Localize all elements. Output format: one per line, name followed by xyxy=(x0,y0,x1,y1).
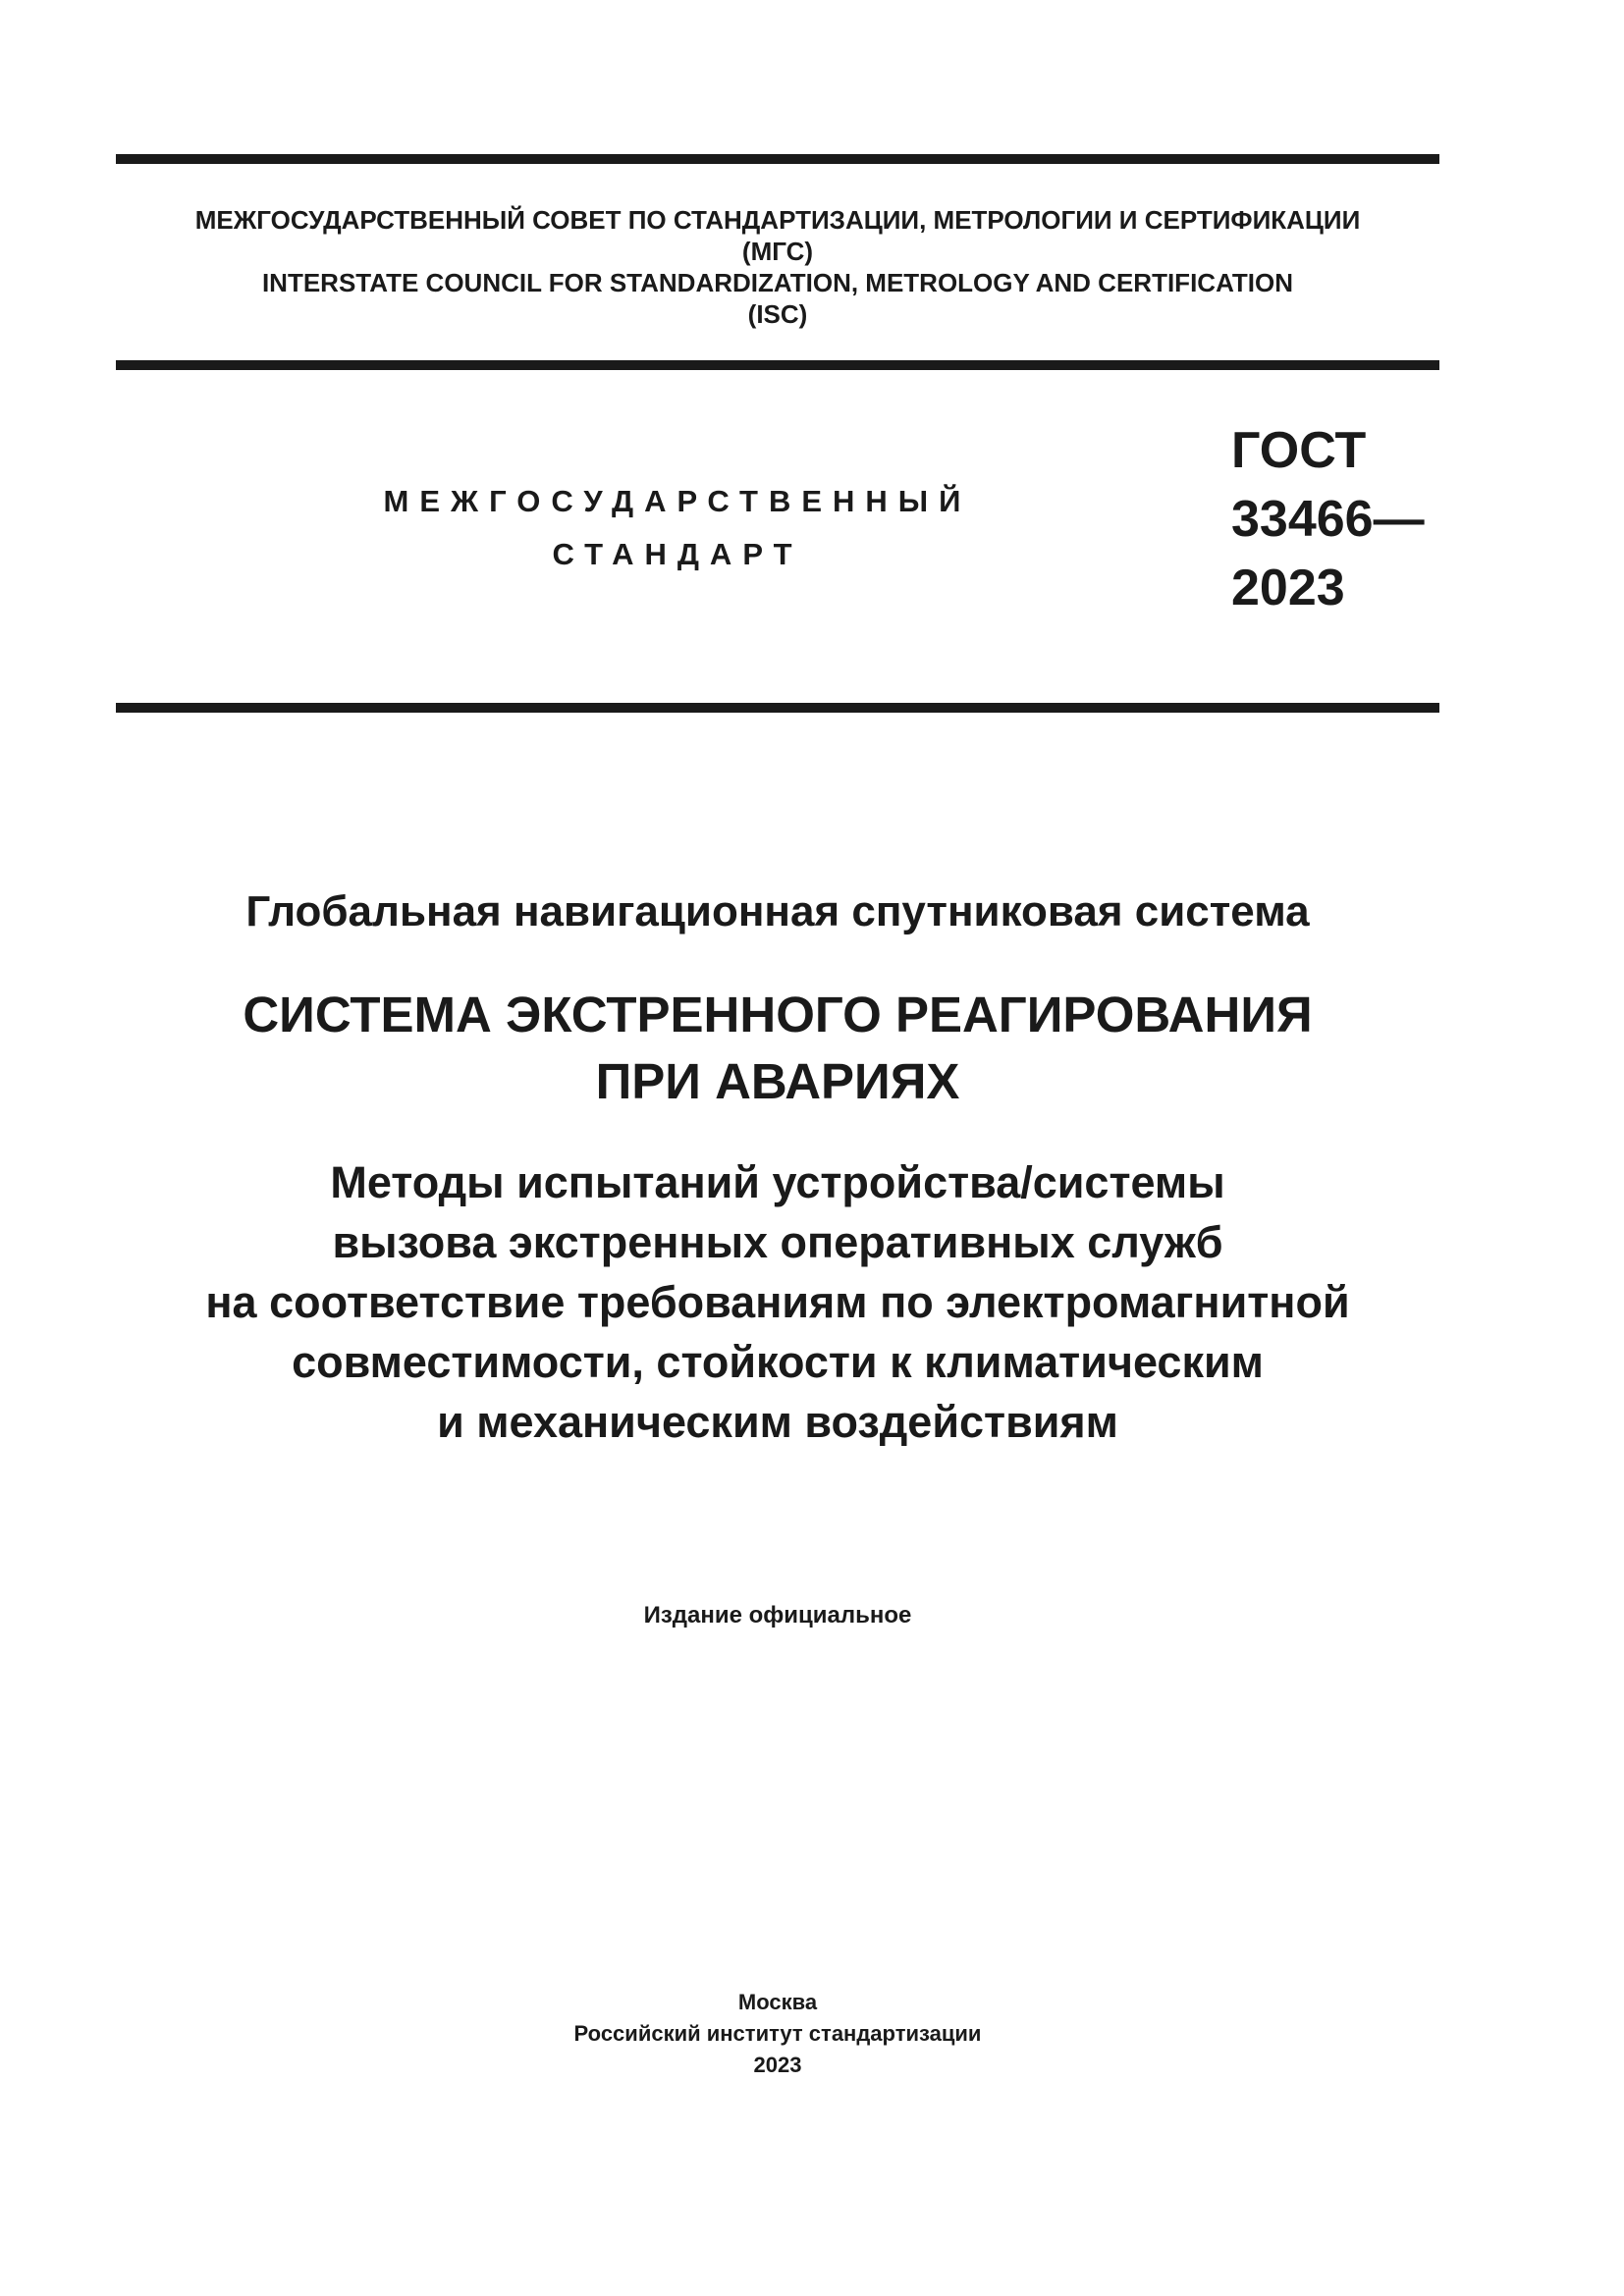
top-rule xyxy=(116,154,1439,164)
standard-type-line1: МЕЖГОСУДАРСТВЕННЫЙ xyxy=(383,484,972,518)
imprint-publisher: Российский институт стандартизации xyxy=(573,2021,982,2046)
council-abbr-ru: (МГС) xyxy=(741,237,814,266)
main-title-line: СИСТЕМА ЭКСТРЕННОГО РЕАГИРОВАНИЯ xyxy=(243,987,1313,1042)
council-name-ru: МЕЖГОСУДАРСТВЕННЫЙ СОВЕТ ПО СТАНДАРТИЗАЦИИ, МЕТРОЛОГИИ И СЕРТИФИКАЦИИ xyxy=(194,205,1361,235)
system-title xyxy=(116,883,1439,940)
standard-type-line2: СТАНДАРТ xyxy=(552,537,803,571)
subtitle-line: на соответствие требованиям по электромагнитной xyxy=(205,1277,1350,1327)
edition-label: Издание официальное xyxy=(643,1602,912,1629)
council-name-en: INTERSTATE COUNCIL FOR STANDARDIZATION, METROLOGY AND CERTIFICATION xyxy=(261,268,1294,297)
imprint-city: Москва xyxy=(737,1990,818,2014)
imprint-year: 2023 xyxy=(753,2053,802,2077)
middle-rule xyxy=(116,360,1439,370)
subtitle-line: совместимости, стойкости к климатическим xyxy=(292,1337,1264,1387)
subtitle-line: Методы испытаний устройства/системы xyxy=(330,1157,1225,1207)
system-title-text: Глобальная навигационная спутниковая система xyxy=(245,887,1310,935)
bottom-rule xyxy=(116,703,1439,713)
subtitle xyxy=(116,1152,1439,1452)
designation-year: 2023 xyxy=(1231,560,1345,616)
main-title-line: ПРИ АВАРИЯХ xyxy=(595,1053,960,1109)
standard-designation xyxy=(1231,416,1425,622)
imprint xyxy=(116,1987,1439,2081)
subtitle-line: и механическим воздействиям xyxy=(437,1397,1118,1447)
council-header xyxy=(116,204,1439,330)
designation-prefix: ГОСТ xyxy=(1231,422,1367,479)
subtitle-line: вызова экстренных оперативных служб xyxy=(332,1217,1223,1267)
designation-number: 33466— xyxy=(1231,491,1425,548)
standard-type xyxy=(324,475,1031,581)
council-abbr-en: (ISC) xyxy=(747,299,808,329)
main-title xyxy=(116,982,1439,1115)
